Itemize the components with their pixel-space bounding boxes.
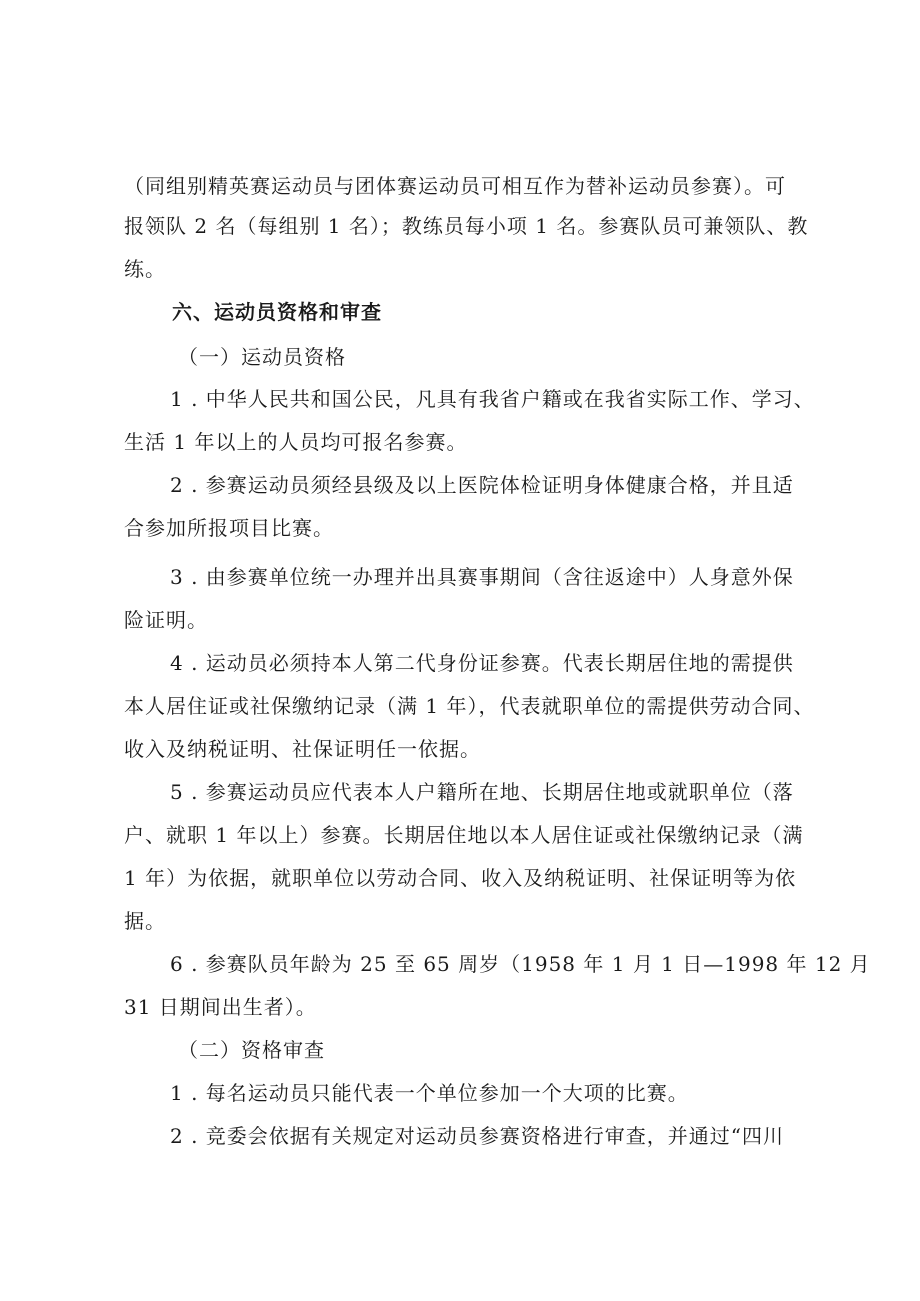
list-item-1: 1 . 每名运动员只能代表一个单位参加一个大项的比赛。 xyxy=(170,1081,689,1105)
paragraph-line: 报领队 2 名（每组别 1 名）；教练员每小项 1 名。参赛队员可兼领队、教 xyxy=(124,214,809,238)
paragraph-line: 据。 xyxy=(124,909,166,933)
paragraph-line: 练。 xyxy=(124,257,166,281)
paragraph-line: （同组别精英赛运动员与团体赛运动员可相互作为替补运动员参赛）。可 xyxy=(124,174,786,198)
paragraph-line: 31 日期间出生者）。 xyxy=(124,995,317,1019)
list-item-4: 4 . 运动员必须持本人第二代身份证参赛。代表长期居住地的需提供 xyxy=(170,651,794,675)
list-item-5: 5 . 参赛运动员应代表本人户籍所在地、长期居住地或就职单位（落 xyxy=(170,780,794,804)
subsection-heading: （一）运动员资格 xyxy=(178,345,346,369)
paragraph-line: 1 年）为依据，就职单位以劳动合同、收入及纳税证明、社保证明等为依 xyxy=(124,866,797,890)
paragraph-line: 收入及纳税证明、社保证明任一依据。 xyxy=(124,737,481,761)
list-item-2: 2 . 竞委会依据有关规定对运动员参赛资格进行审查，并通过“四川 xyxy=(170,1124,785,1148)
paragraph-line: 户、就职 1 年以上）参赛。长期居住地以本人居住证或社保缴纳记录（满 xyxy=(124,823,804,847)
list-item-3: 3 . 由参赛单位统一办理并出具赛事期间（含往返途中）人身意外保 xyxy=(170,565,794,589)
paragraph-line: 本人居住证或社保缴纳记录（满 1 年），代表就职单位的需提供劳动合同、 xyxy=(124,694,815,718)
list-item-2: 2 . 参赛运动员须经县级及以上医院体检证明身体健康合格，并且适 xyxy=(170,473,794,497)
subsection-heading: （二）资格审查 xyxy=(178,1038,325,1062)
paragraph-line: 合参加所报项目比赛。 xyxy=(124,516,334,540)
list-item-1: 1 . 中华人民共和国公民，凡具有我省户籍或在我省实际工作、学习、 xyxy=(170,387,815,411)
paragraph-line: 生活 1 年以上的人员均可报名参赛。 xyxy=(124,430,468,454)
list-item-6: 6 . 参赛队员年龄为 25 至 65 周岁（1958 年 1 月 1 日—1998 年 12 月 xyxy=(170,952,871,976)
paragraph-line: 险证明。 xyxy=(124,608,208,632)
section-heading: 六、运动员资格和审查 xyxy=(172,300,382,324)
